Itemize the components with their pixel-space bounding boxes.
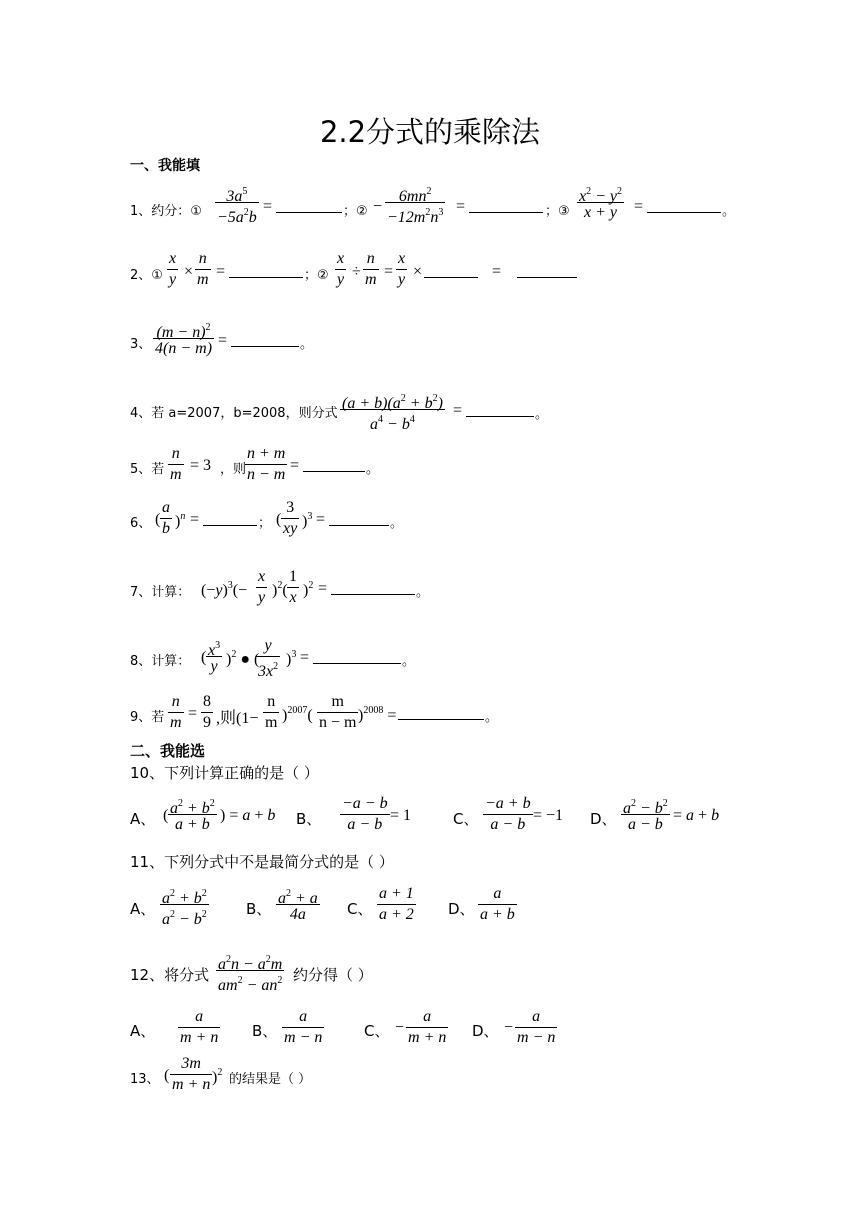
fraction: $\frac{a^2 + b^2}{a + b}$ [170,798,215,833]
fraction: $\frac{3a^5}{-5a^2b}$ [217,186,257,226]
separator: ；② [343,204,368,219]
option-b-label[interactable]: B、 [246,900,272,918]
section-heading-choose: 二、我能选 [130,742,206,760]
fraction: $\frac{-a + b}{a - b}$ [485,795,531,833]
answer-blank[interactable] [398,719,484,720]
question-label: 8、计算： [130,654,191,669]
answer-blank[interactable] [231,346,299,347]
question-label: 7、计算： [130,585,191,600]
end-mark: 。 [390,516,404,531]
end-mark: 。 [535,407,549,422]
fraction: $\frac{x^2 - y^2}{x + y}$ [579,186,623,221]
fraction: $\frac{(a + b)(a^2 + b^2)}{a^4 - b^4}$ [342,393,443,433]
fraction: $\frac{8}{9}$ [203,693,211,731]
answer-blank[interactable] [466,416,534,417]
fraction: $\frac{(m - n)^2}{4(n - m)}$ [155,322,213,357]
answer-blank[interactable] [229,277,303,278]
option-a-label[interactable]: A、 [130,1022,156,1040]
fraction: $\frac{1}{x}$ [289,568,297,606]
option-b-label[interactable]: B、 [296,810,322,828]
fraction: $\frac{a}{m + n}$ [180,1008,219,1046]
question-label: 2、① [130,268,163,283]
fraction: $\frac{a + 1}{a + 2}$ [379,885,414,923]
fraction: $\frac{a^2 + b^2}{a^2 - b^2}$ [162,888,207,928]
answer-blank[interactable] [329,525,389,526]
fraction: $\frac{-a - b}{a - b}$ [342,795,388,833]
answer-blank[interactable] [313,663,401,664]
fraction: $\frac{n}{m}$ [170,445,182,483]
question-label: 4、若 a=2007，b=2008，则分式 [130,406,338,421]
equals-sign: = [492,263,502,280]
fraction: $\frac{a}{b}$ [162,499,170,537]
question-label: 12、将分式 [130,966,210,984]
end-mark: 。 [402,654,416,669]
section-heading-fill: 一、我能填 [130,158,200,174]
answer-blank[interactable] [303,471,365,472]
fraction: $\frac{3m}{m + n}$ [172,1055,211,1093]
question-label: 6、 [130,516,152,531]
question-text: 10、下列计算正确的是（ ） [130,764,319,782]
option-a-label[interactable]: A、 [130,900,156,918]
question-label: 9、若 [130,710,165,725]
fraction: $\frac{n}{m}$ [265,693,278,731]
page-title: 2.2分式的乘除法 [319,115,541,149]
fraction: $\frac{n}{m}$ [170,693,182,731]
inline-text: ,则(1− [216,710,259,727]
answer-blank[interactable] [203,525,257,526]
fraction: $\frac{a}{m - n}$ [517,1008,556,1046]
separator: ； [258,516,272,531]
fraction: $\frac{n}{m}$ [197,250,209,288]
option-c-label[interactable]: C、 [364,1022,390,1040]
fraction: $\frac{a^2 - b^2}{a - b}$ [623,798,668,833]
fraction: $\frac{a}{m - n}$ [284,1008,323,1046]
answer-blank[interactable] [647,212,721,213]
question-label: 5、若 [130,462,165,477]
fraction: $\frac{n + m}{n - m}$ [247,445,286,483]
option-b-label[interactable]: B、 [252,1022,278,1040]
answer-blank[interactable] [469,212,543,213]
end-mark: 。 [300,337,314,352]
end-mark: 。 [416,585,430,600]
question-text: 的结果是（ ） [229,1072,312,1087]
end-mark: 。 [366,462,380,477]
end-mark: 。 [722,204,736,219]
fraction: $\frac{y}{3x^2}$ [258,637,279,680]
option-a-label[interactable]: A、 [130,810,156,828]
question-text: 约分得（ ） [293,966,373,984]
fraction: $\frac{a^2 + a}{4a}$ [278,888,318,923]
fraction: $\frac{a}{m + n}$ [408,1008,447,1046]
option-d-label[interactable]: D、 [472,1022,499,1040]
answer-blank[interactable] [424,277,478,278]
separator: ；② [304,268,329,283]
fraction: $\frac{3}{xy}$ [283,499,298,537]
answer-blank[interactable] [331,594,415,595]
question-label: 1、约分：① [130,204,202,219]
fraction: $\frac{x}{y}$ [258,568,266,606]
answer-blank[interactable] [276,212,342,213]
fraction: $\frac{a^2n - a^2m}{am^2 - an^2}$ [218,954,283,994]
fraction: $\frac{x}{y}$ [169,250,177,288]
answer-blank[interactable] [517,277,577,278]
option-c-label[interactable]: C、 [453,810,479,828]
fraction: $\frac{m}{n - m}$ [319,693,357,731]
end-mark: 。 [485,710,499,725]
option-d-label[interactable]: D、 [448,900,475,918]
question-label: 13、 [130,1072,160,1087]
option-c-label[interactable]: C、 [347,900,373,918]
option-d-label[interactable]: D、 [590,810,617,828]
question-label: 3、 [130,337,152,352]
fraction: $\frac{6mn^2}{-12m^2n^3}$ [387,186,444,226]
fraction: $\frac{x^3}{y}$ [208,640,221,675]
fraction: $\frac{a}{a + b}$ [480,885,515,923]
question-text: 11、下列分式中不是最简分式的是（ ） [130,853,394,871]
fraction: $\frac{x}{y}$ [337,250,345,288]
separator: ，则 [220,462,247,477]
fraction: $\frac{x}{y}$ [398,250,406,288]
separator: ；③ [545,204,570,219]
fraction: $\frac{n}{m}$ [365,250,377,288]
